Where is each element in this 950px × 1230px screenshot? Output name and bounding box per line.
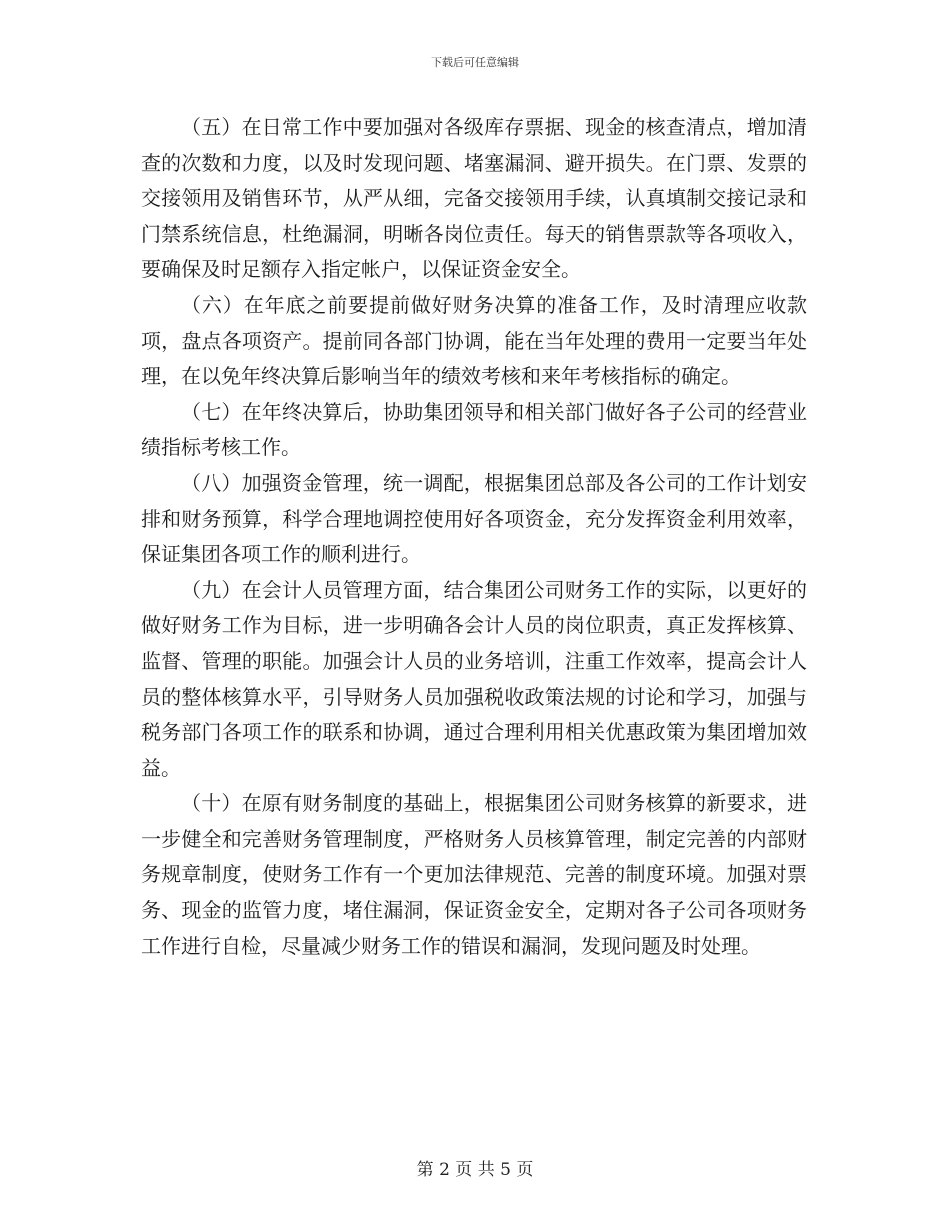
paragraph-10: （十）在原有财务制度的基础上，根据集团公司财务核算的新要求，进一步健全和完善财务管理制度，严格财务人员核算管理，制定完善的内部财务规章制度，使财务工作有一个更加法律规范、完善的制度环境。加强对票务、现金的监管力度，堵住漏洞，保证资金安全，定期对各子公司各项财务工作进行自检，尽量减少财务工作的错误和漏洞，发现问题及时处理。 — [141, 791, 807, 958]
paragraph-8: （八）加强资金管理，统一调配，根据集团总部及各公司的工作计划安排和财务预算，科学合理地调控使用好各项资金，充分发挥资金利用效率，保证集团各项工作的顺利进行。 — [141, 470, 807, 567]
paragraph-9: （九）在会计人员管理方面，结合集团公司财务工作的实际，以更好的做好财务工作为目标，进一步明确各会计人员的岗位职责，真正发挥核算、监督、管理的职能。加强会计人员的业务培训，注重工作效率，提高会计人员的整体核算水平，引导财务人员加强税收政策法规的讨论和学习，加强与税务部门各项工作的联系和协调，通过合理利用相关优惠政策为集团增加效益。 — [141, 577, 807, 780]
paragraph-6: （六）在年底之前要提前做好财务决算的准备工作，及时清理应收款项，盘点各项资产。提前同各部门协调，能在当年处理的费用一定要当年处理，在以免年终决算后影响当年的绩效考核和来年考核指标的确定。 — [141, 292, 807, 389]
paragraph-5: （五）在日常工作中要加强对各级库存票据、现金的核查清点，增加清查的次数和力度，以及时发现问题、堵塞漏洞、避开损失。在门票、发票的交接领用及销售环节，从严从细，完备交接领用手续，认真填制交接记录和门禁系统信息，杜绝漏洞，明晰各岗位责任。每天的销售票款等各项收入，要确保及时足额存入指定帐户，以保证资金安全。 — [141, 115, 807, 282]
paragraph-7: （七）在年终决算后，协助集团领导和相关部门做好各子公司的经营业绩指标考核工作。 — [141, 399, 807, 460]
page-header: 下载后可任意编辑 — [431, 56, 519, 69]
page-footer: 第 2 页 共 5 页 — [416, 1160, 534, 1180]
document-body — [141, 110, 807, 964]
